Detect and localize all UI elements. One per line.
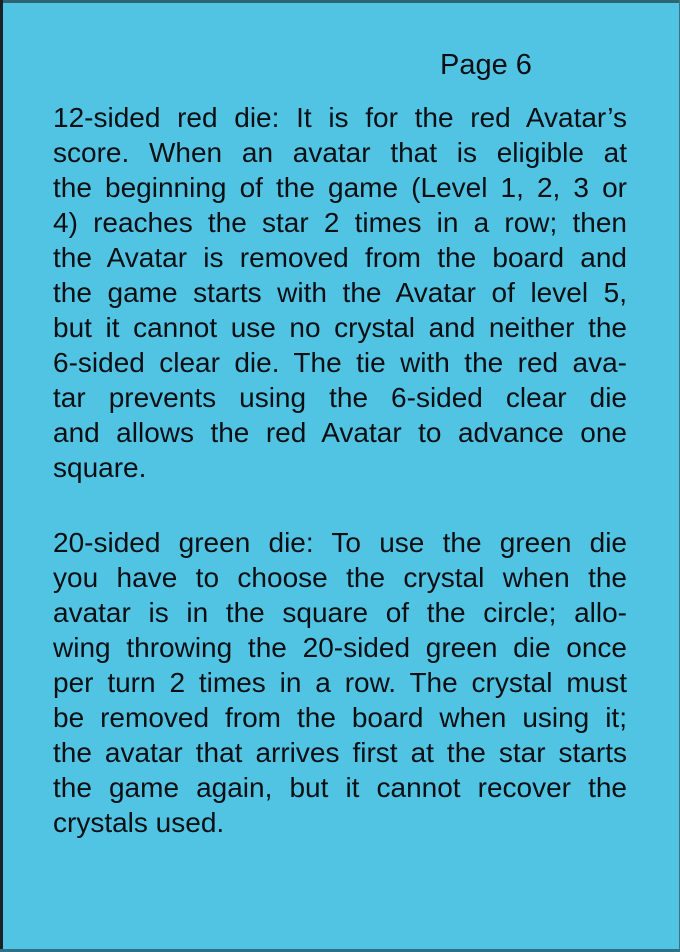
text-line: wing throwing the 20-sided green die once (53, 632, 627, 663)
text-line: avatar is in the square of the circle; allo- (53, 597, 627, 628)
paragraph-green-die (53, 525, 627, 840)
text-line: be removed from the board when using it; (53, 702, 627, 733)
text-line: square. (53, 452, 147, 483)
text-line: 6-sided clear die. The tie with the red ava- (53, 347, 627, 378)
page-number-header: Page 6 (440, 49, 532, 81)
text-line: the Avatar is removed from the board and (53, 242, 627, 273)
text-line: 12-sided red die: It is for the red Avatar’s (53, 102, 627, 133)
text-line: crystals used. (53, 807, 225, 838)
text-line: the game starts with the Avatar of level 5, (53, 277, 627, 308)
text-line: tar prevents using the 6-sided clear die (53, 382, 627, 413)
text-line: score. When an avatar that is eligible at (53, 137, 627, 168)
text-line: per turn 2 times in a row. The crystal must (53, 667, 627, 698)
text-line: 20-sided green die: To use the green die (53, 527, 627, 558)
text-line: the avatar that arrives first at the star starts (53, 737, 627, 768)
page-left-edge-line (0, 0, 3, 952)
page-top-edge-line (0, 0, 680, 3)
paragraph-red-die (53, 100, 627, 485)
text-line: but it cannot use no crystal and neither the (53, 312, 627, 343)
text-line: the beginning of the game (Level 1, 2, 3 or (53, 172, 627, 203)
text-line: the game again, but it cannot recover the (53, 772, 627, 803)
text-line: 4) reaches the star 2 times in a row; then (53, 207, 627, 238)
text-line: and allows the red Avatar to advance one (53, 417, 627, 448)
text-line: you have to choose the crystal when the (53, 562, 627, 593)
